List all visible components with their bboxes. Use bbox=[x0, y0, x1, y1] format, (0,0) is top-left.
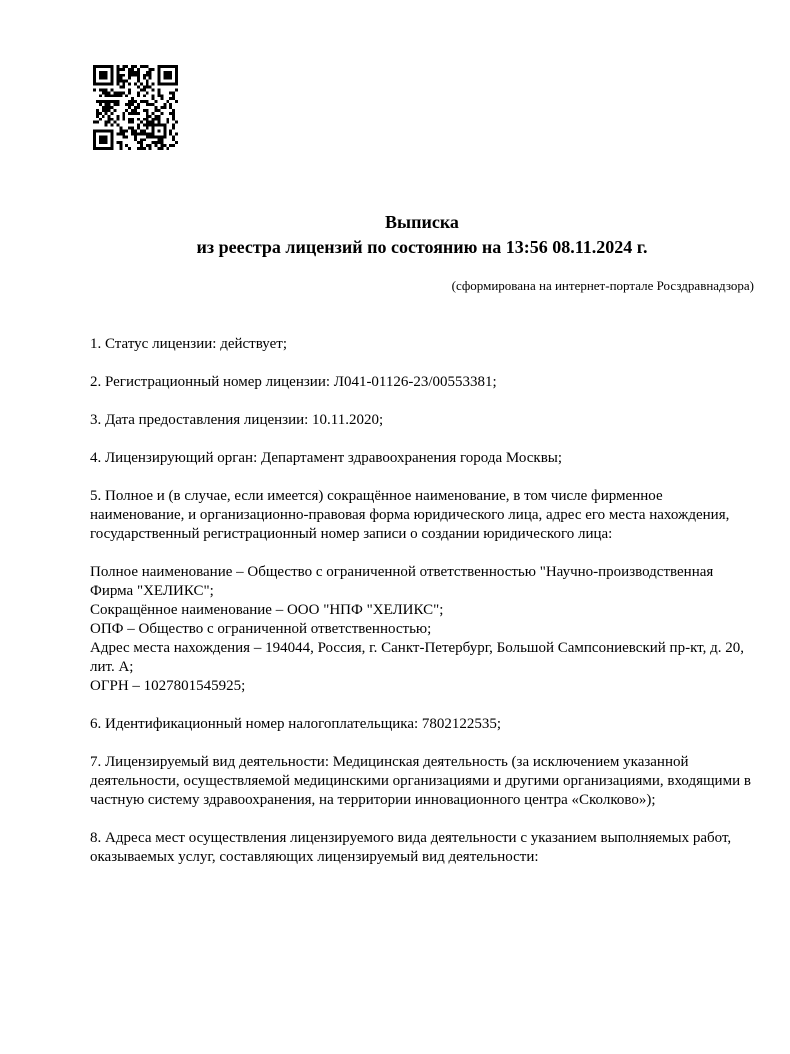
document-content bbox=[90, 0, 754, 867]
license-status: 1. Статус лицензии: действует; bbox=[90, 336, 287, 352]
org-full-name: Полное наименование – Общество с ограниченной ответственностью "Научно-производственная Фирма "ХЕЛИКС"; bbox=[90, 564, 714, 599]
org-info-heading: 5. Полное и (в случае, если имеется) сокращённое наименование, в том числе фирменное наименование, и организационно-правовая форма юридического лица, адрес его места нахождения, государственный регистрационный номер записи о создании юридического лица: bbox=[90, 488, 730, 542]
document-title bbox=[90, 210, 754, 260]
document-subtitle: (сформирована на интернет-портале Росздравнадзора) bbox=[451, 278, 754, 293]
org-address: Адрес места нахождения – 194044, Россия, г. Санкт-Петербург, Большой Сампсониевский пр-кт, д. 20, лит. А; bbox=[90, 640, 744, 675]
licensed-activity: 7. Лицензируемый вид деятельности: Медицинская деятельность (за исключением указанной деятельности, осуществляемой медицинскими организациями и другими организациями, входящими в частную систему здравоохранения, на территории инновационного центра «Сколково»); bbox=[90, 754, 751, 808]
organization-details bbox=[90, 563, 754, 696]
title-line-2: из реестра лицензий по состоянию на 13:56 08.11.2024 г. bbox=[196, 237, 648, 257]
license-grant-date: 3. Дата предоставления лицензии: 10.11.2020; bbox=[90, 412, 384, 428]
document-body bbox=[90, 335, 754, 867]
title-line-1: Выписка bbox=[385, 212, 459, 232]
org-ogrn: ОГРН – 1027801545925; bbox=[90, 678, 246, 694]
licensing-authority: 4. Лицензирующий орган: Департамент здравоохранения города Москвы; bbox=[90, 450, 563, 466]
taxpayer-inn: 6. Идентификационный номер налогоплательщика: 7802122535; bbox=[90, 716, 502, 732]
license-registration-number: 2. Регистрационный номер лицензии: Л041-01126-23/00553381; bbox=[90, 374, 497, 390]
org-opf: ОПФ – Общество с ограниченной ответственностью; bbox=[90, 621, 432, 637]
activity-addresses-heading: 8. Адреса мест осуществления лицензируемого вида деятельности с указанием выполняемых работ, оказываемых услуг, составляющих лицензируемый вид деятельности: bbox=[90, 830, 732, 865]
org-short-name: Сокращённое наименование – ООО "НПФ "ХЕЛИКС"; bbox=[90, 602, 444, 618]
